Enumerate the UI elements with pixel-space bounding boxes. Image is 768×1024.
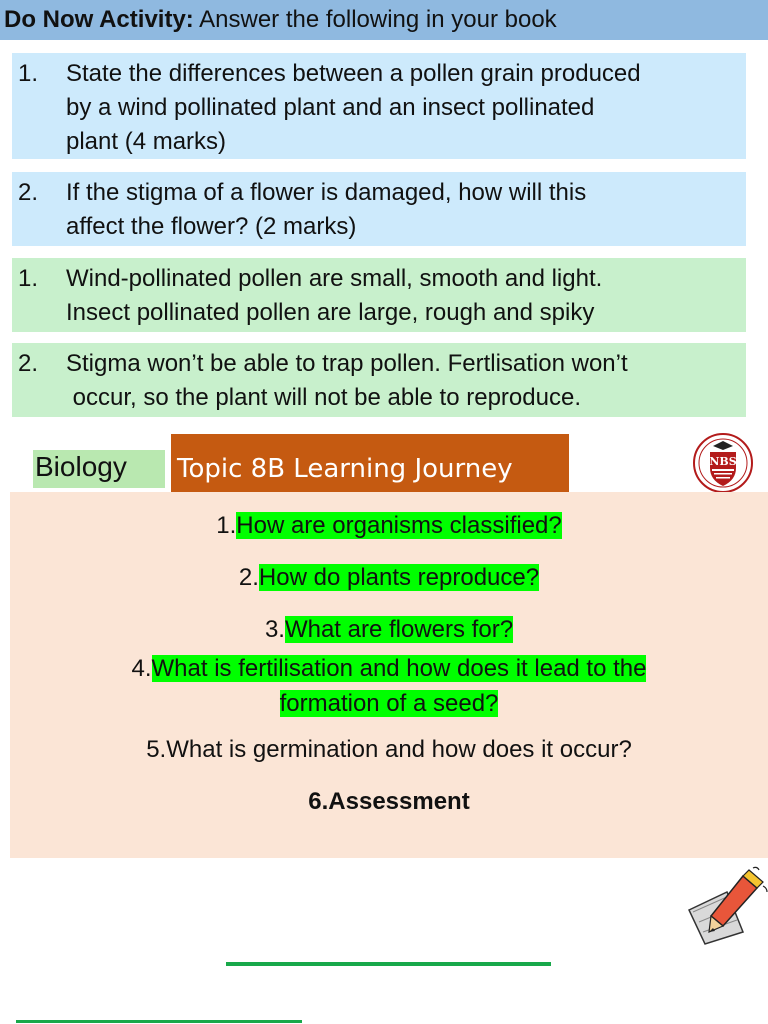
journey-item-4-text: What is fertilisation and how does it lead to the — [151, 655, 647, 682]
learning-journey-panel — [10, 492, 768, 858]
question-1-line: plant (4 marks) — [66, 128, 227, 155]
journey-item-2: 2.How do plants reproduce? — [238, 564, 540, 591]
logo-letters: NBS — [709, 455, 737, 468]
question-2-line: affect the flower? (2 marks) — [66, 213, 357, 240]
divider-line — [226, 962, 551, 966]
question-2-box — [12, 172, 746, 246]
journey-item-6-text: Assessment — [328, 788, 470, 815]
question-1-box — [12, 53, 746, 159]
answer-2-line: Stigma won’t be able to trap pollen. Fertlisation won’t — [66, 350, 628, 377]
school-crest-logo — [692, 432, 754, 494]
answer-2-line: occur, so the plant will not be able to reproduce. — [66, 384, 581, 411]
answer-1-line: Insect pollinated pollen are large, rough and spiky — [66, 299, 595, 326]
journey-item-5: 5.What is germination and how does it occur? — [146, 736, 632, 763]
journey-item-5-text: What is germination and how does it occur? — [166, 736, 632, 763]
journey-item-6: 6.Assessment — [308, 788, 470, 815]
answer-2-box — [12, 343, 746, 417]
journey-item-2-text: How do plants reproduce? — [258, 564, 540, 591]
journey-item-4: 4.What is fertilisation and how does it lead to the formation of a seed? — [131, 655, 647, 717]
question-2-line: If the stigma of a flower is damaged, how will this — [66, 179, 587, 206]
answer-1-line: Wind-pollinated pollen are small, smooth and light. — [66, 265, 603, 292]
journey-item-1-text: How are organisms classified? — [236, 512, 562, 539]
journey-item-3: 3.What are flowers for? — [264, 616, 514, 643]
do-now-header — [0, 0, 768, 40]
topic-title: Topic 8B Learning Journey — [171, 434, 569, 492]
pencil-writing-icon — [683, 866, 768, 946]
journey-item-1: 1.How are organisms classified? — [216, 512, 562, 539]
divider-line — [16, 1020, 302, 1023]
question-2-number: 2. — [18, 179, 39, 206]
question-1-number: 1. — [18, 60, 39, 87]
journey-item-3-text: What are flowers for? — [284, 616, 514, 643]
header-bold: Do Now Activity: — [4, 6, 194, 33]
subject-label: Biology — [33, 450, 165, 488]
header-text: Answer the following in your book — [193, 6, 557, 33]
answer-1-number: 1. — [18, 265, 39, 292]
answer-1-box — [12, 258, 746, 332]
question-1-line: by a wind pollinated plant and an insect pollinated — [66, 94, 595, 121]
question-1-line: State the differences between a pollen grain produced — [66, 60, 641, 87]
journey-item-4-text-continued: formation of a seed? — [279, 690, 499, 717]
answer-2-number: 2. — [18, 350, 39, 377]
